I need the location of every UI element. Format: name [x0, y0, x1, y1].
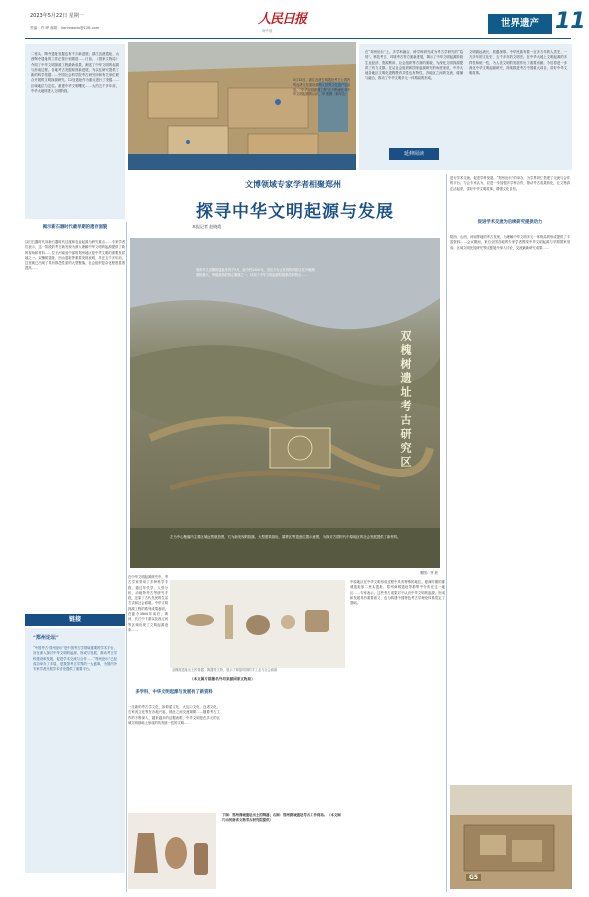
headline-byline: 本报记者 赵晓霞 — [192, 224, 222, 229]
body-col5: 陕西、山西、河南等地的考古发现，为理解中华文明多元一体格局的形成提供了丰富资料……会议期间，来自全国各地的专家学者围绕中华文明起源与早期国家形成、区域文明比较研究等议题展开深入讨论，交流最新研究成果…… — [450, 235, 570, 250]
link-subtitle: “郑州论坛” — [33, 635, 59, 641]
body-col1: 以旧石器时代向新石器时代过渡和农业起源为研究重点……专家学者们表示，这一阶段的考古新发现为深入理解中华文明的起源提供了新的视角和材料……位于河南省中部的郑州地区是中华文明的重要发祥地之一。双槐树遗址、西山遗址等重要发现表明，早在五千多年前，这里就已出现了具有都邑性质的大型聚落，社会组织复杂化程度显著提高…… — [25, 240, 125, 271]
main-photo-caption-top: 郑州巩义双槐树遗址发现于5月，距今约5300年，是迄今为止发现的仰韶文化中晚期面积最大、等级最高的核心聚落之一，体现了中华文明起源阶段都邑的特点…… — [196, 268, 315, 277]
headline-title: 探寻中华文明起源与发展 — [196, 202, 394, 222]
extended-reading-button[interactable]: 延伸阅读 — [389, 148, 439, 160]
column-divider — [446, 174, 447, 892]
newspaper-edition: 海外版 — [262, 29, 273, 33]
page-header — [0, 0, 589, 40]
body-col4: 中原地区在中华文明形成过程中具有特殊的地位。夏商时期的都城遗址如二里头遗址、郑州商城遗址等都集中分布在这一地区……专家表示，这些考古成果对于认识中华文明的起源、形成和发展具有重要意义，也为构建中国特色考古学理论体系奠定了基础。 — [350, 580, 445, 606]
link-title-bar: 链接 — [25, 614, 125, 626]
main-photo-credit: 制图：齐 欣 — [420, 571, 439, 575]
link-box — [25, 628, 125, 873]
intro-text: 二里头、陶寺遗址发掘也有不少新进展；浙江良渚遗址、山西陶寺遗址的工作正按计划推进……日前，《国家文物局》介绍了中华文明探源工程最新成果，阐述了中华文明的起源与形成过程。各地考古发掘取得新进展，为以往研究提供了新的科学依据……中国社会科学院考古研究所和有关单位联合开展的文明探源研究。12处遗址作为重点进行了发掘……区域地位与定位。重建中华文明曙光……大约五千多年前，中华大地即进入文明阶段。 — [31, 52, 119, 94]
headline-kicker: 文博领域专家学者相聚郑州 — [245, 180, 341, 189]
publication-date: 2023年5月22日 星期一 — [30, 13, 84, 19]
body-col6-top: 进行学术交流，促进学科发展。“郑州论坛”的举办，为学界同仁搭建了交流与合作的平台。与会专家认为，应进一步加强多学科合作，推动考古成果转化，让文物真正活起来，讲好中华文明故事，增强文化自信。 — [450, 176, 570, 191]
artifact-subcaption: （本文图片除署名外均来源国家文物局） — [190, 677, 255, 681]
subhead-academic-exchange: 促进学术交流为后续研究提供动力 — [477, 220, 543, 225]
top-right-col2: 文明源远流长，底蕴深厚。中华民族有着一百多万年的人类史、一万多年的文化史、五千多年的文明史。在中华大地上文明起源的多样性和统一性，为人类文明的发展作出了重要贡献。今后将进一步深化中华文明起源研究，持续推进考古中国重大项目，讲好中华文明故事。 — [469, 50, 567, 76]
bottom-photo-caption: 下图：郑州商城遗址出土的陶器；右图：郑州商城遗址考古工作现场。（本文图片由河南省文物考古研究院提供） — [222, 813, 341, 822]
editors-line: 责编：许 晔 邮箱：lianmaodu@126.com — [30, 26, 100, 30]
body-col2: 在中华文明起源研究中，考古学家采用了多种科学手段，通过年代学、人骨分析、动植物考古等研究手段，还原了古代先民的生活方式和社会面貌。中华文明探源工程的系列成果表明，在距今5800年前后，黄河、长江中下游以及西辽河等区域出现了文明起源迹象…… — [128, 575, 168, 632]
top-right-box — [359, 44, 572, 170]
main-photo-vertical-title: 双槐树遗址考古研究区 — [399, 330, 412, 470]
page-number: 11 — [555, 9, 586, 34]
main-photo-caption-bottom: 左为中心聚落内主要区域远景航拍图，右为新发现的院落、大型建筑基址、墓葬区等遗迹位置示意图，为探讨古国时代中原地区的社会发展提供了新材料。 — [170, 535, 401, 539]
body-col3: 一支新的考古学文化，如仰韶文化、大汶口文化、良渚文化、石家河文化等在各地兴起，彼此之间交流频繁……随着考古工作的不断深入，越来越多的证据表明，中华文明是在多元的区域文明基础上形成的具有统一性的文明…… — [128, 705, 220, 725]
newspaper-logo: 人民日报 — [258, 12, 307, 27]
header-rule — [25, 38, 571, 39]
top-photo-caption: 5月13日，浙江良渚古城遗址考古公园内的良渚文化遗址被列入世界文化遗产名录后，“中华文明探源工程”正不断深化对中华文明起源的认识。李 骞摄（新华社） — [293, 78, 351, 97]
subhead-new-materials: 多学科、中华文明起源与发展有了新资料 — [135, 690, 213, 695]
artifact-photo — [170, 580, 345, 668]
top-right-col1: 在“邦州论坛”上，多学科融合、跨学科研究成为考古学研究的“趋势”。科技考古、环境考古等方面新进展，揭示了中华文明起源阶段生业经济、资源利用、社会组织等方面的面貌，为深化文明探源提供了有力支撑。在从社会组织和国家起源研究的角度来说，中华大地各地区文明化进程既有共性也有特性，各地区之间的交流、碰撞与融合，推动了中华文明多元一体格局的形成。 — [365, 50, 463, 81]
intro-box — [25, 44, 125, 219]
artifact-caption: 双槐树遗址出土的骨器、陶器等文物，展示了仰韶时期的手工业与社会面貌 — [172, 668, 278, 672]
subhead-neolithic: 揭示新石器时代最早期的遗存面貌 — [42, 225, 108, 230]
photo-tag: G5 — [466, 874, 481, 881]
pottery-photo — [128, 813, 216, 889]
column-divider — [126, 222, 127, 892]
section-title: 世界遗产 — [488, 14, 552, 34]
link-body: “中国考古·郑州论坛”是中国考古学领域重要的学术平台，旨在深入探讨中华文明的起源、形成与发展，推动考古学科建设和发展，促进学术交流与合作……“郑州论坛”已经成功举办了多届，是我国考古学界的一大盛事，为国内外专家学者开展学术讨论提供了重要平台。 — [33, 646, 117, 672]
